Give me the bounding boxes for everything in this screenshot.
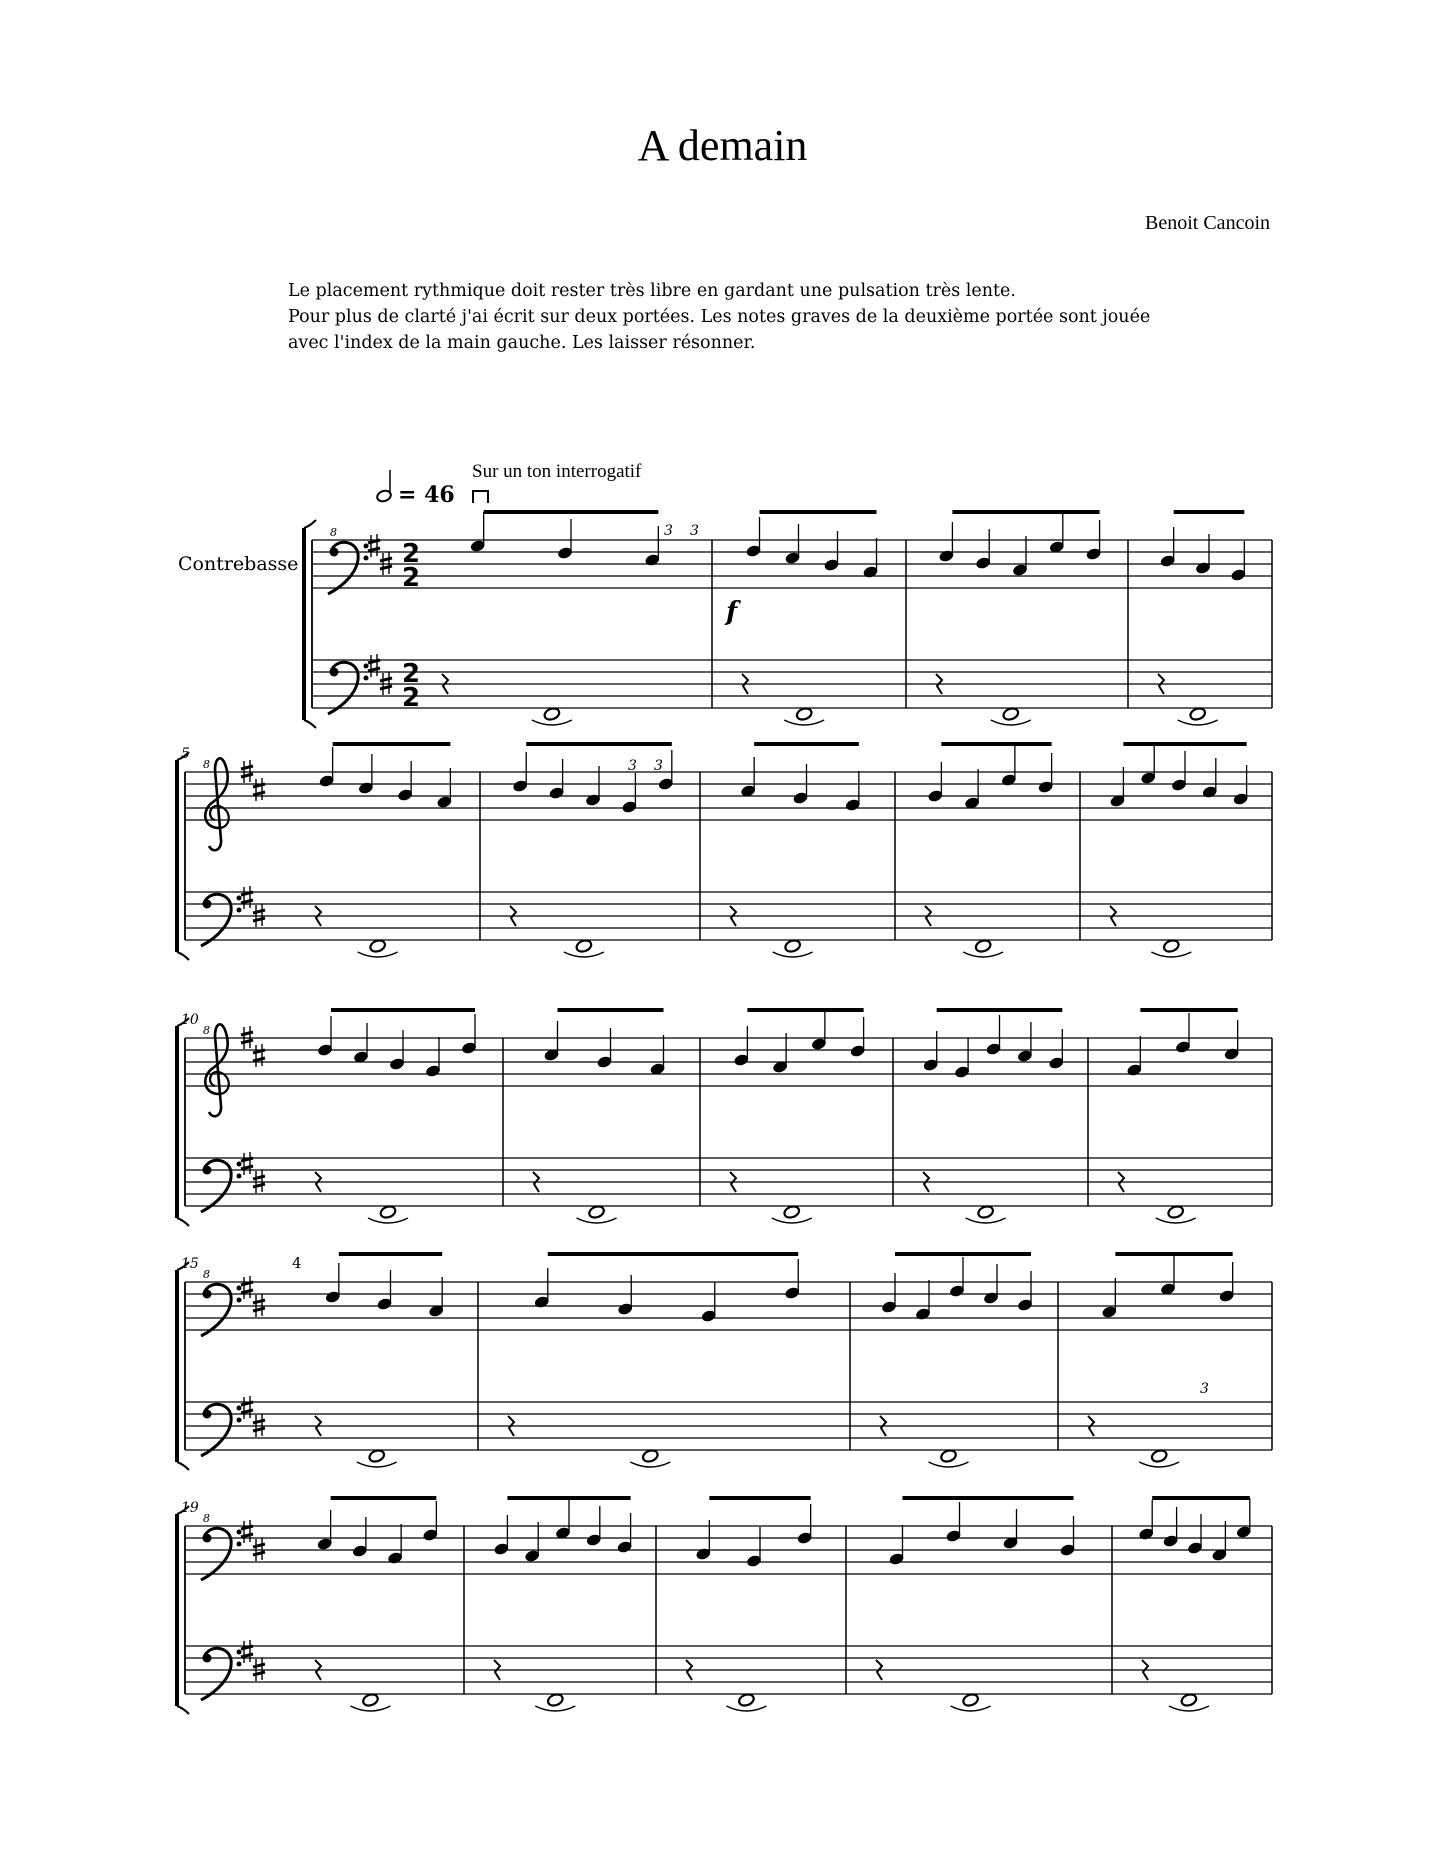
tempo-value: = 46	[398, 482, 455, 508]
tuplet-number: 3	[690, 523, 699, 539]
measure-number: 15	[181, 1256, 199, 1272]
tie	[966, 1218, 1006, 1223]
sharp-icon	[241, 1640, 253, 1663]
octave-mark: 8	[203, 1512, 210, 1525]
tempo-marking	[376, 470, 455, 508]
measure-number: 5	[181, 746, 190, 762]
bass-clef-icon	[201, 1648, 242, 1700]
staff	[185, 1512, 1272, 1580]
measure-number: 19	[181, 1500, 199, 1516]
composer-name: Benoit Cancoin	[1145, 212, 1270, 234]
performance-note-line: avec l'index de la main gauche. Les laisser résonner.	[288, 333, 756, 353]
note-head	[1189, 707, 1207, 722]
tie	[368, 1218, 408, 1223]
sharp-icon	[253, 1044, 265, 1067]
tie	[784, 720, 824, 725]
staff	[185, 1024, 1272, 1116]
staff	[185, 1640, 1272, 1700]
note-head	[368, 1449, 386, 1464]
sharp-icon	[253, 778, 265, 801]
sharp-icon	[241, 1396, 253, 1419]
bass-clef-icon	[201, 894, 242, 946]
bass-clef-icon	[201, 1528, 242, 1580]
down-bow-icon	[473, 491, 488, 503]
bracket-hook	[177, 1218, 189, 1226]
bracket-hook	[177, 952, 189, 960]
sharp-icon	[368, 654, 380, 677]
octave-mark: 8	[203, 758, 210, 771]
tuplet-number: 3	[664, 523, 673, 539]
octave-mark: 8	[330, 526, 337, 539]
note-head	[379, 1205, 397, 1220]
tie	[991, 720, 1031, 725]
note-head	[641, 1449, 659, 1464]
bass-clef-icon	[328, 542, 369, 594]
system	[177, 1254, 1272, 1470]
bass-clef-icon	[328, 662, 369, 714]
time-signature-top: 2	[402, 659, 421, 689]
bass-clef-icon	[201, 1284, 242, 1336]
tie	[772, 1218, 812, 1223]
note-head	[1180, 1693, 1198, 1708]
system	[177, 1498, 1272, 1714]
note-head	[784, 939, 802, 954]
note-head	[1167, 1205, 1185, 1220]
tie	[773, 952, 813, 957]
note-head	[546, 1693, 564, 1708]
tuplet-number: 3	[654, 758, 663, 774]
bracket-hook	[177, 1706, 189, 1714]
note-head	[362, 1693, 380, 1708]
instrument-label: Contrebasse	[178, 553, 299, 575]
tie	[1169, 1706, 1209, 1711]
staff	[185, 1268, 1272, 1336]
time-signature-bottom: 2	[402, 683, 421, 713]
performance-note-line: Pour plus de clarté j'ai écrit sur deux portées. Les notes graves de la deuxième portée sont jouée	[288, 307, 1151, 327]
tie	[350, 1706, 390, 1711]
tie	[358, 952, 398, 957]
staff	[312, 654, 1272, 714]
tie	[929, 1462, 969, 1467]
bracket-hook	[304, 720, 316, 728]
tie	[963, 952, 1003, 957]
note-head	[369, 939, 387, 954]
tie	[564, 952, 604, 957]
note-head	[795, 707, 813, 722]
tie	[951, 1706, 991, 1711]
system	[177, 1010, 1272, 1226]
octave-mark: 8	[203, 1268, 210, 1281]
bass-clef-icon	[201, 1404, 242, 1456]
staff	[185, 758, 1272, 850]
bracket-hook	[177, 1462, 189, 1470]
staff	[185, 1396, 1272, 1456]
note-head	[974, 939, 992, 954]
tuplet-number: 3	[1200, 1381, 1209, 1397]
dynamic-marking: f	[726, 597, 738, 627]
tie	[1178, 720, 1218, 725]
sharp-icon	[368, 534, 380, 557]
time-signature-top: 2	[402, 539, 421, 569]
note-head	[543, 707, 561, 722]
tie	[577, 1218, 617, 1223]
note-head	[783, 1205, 801, 1220]
sharp-icon	[241, 886, 253, 909]
note-head	[1162, 939, 1180, 954]
note-head	[738, 1693, 756, 1708]
sharp-icon	[241, 1152, 253, 1175]
note-head	[575, 939, 593, 954]
note-head	[962, 1693, 980, 1708]
sharp-icon	[241, 1520, 253, 1543]
tie	[357, 1462, 397, 1467]
tie	[1139, 1462, 1179, 1467]
performance-note-line: Le placement rythmique doit rester très libre en gardant une pulsation très lente.	[288, 281, 1016, 301]
system	[177, 744, 1272, 960]
tie	[726, 1706, 766, 1711]
tuplet-number: 3	[628, 758, 637, 774]
fingering: 4	[292, 1254, 302, 1272]
system	[304, 512, 1272, 728]
tie	[1156, 1218, 1196, 1223]
tie	[630, 1462, 670, 1467]
measure-number: 10	[181, 1012, 199, 1028]
note-head	[588, 1205, 606, 1220]
tie	[1151, 952, 1191, 957]
note-head	[1002, 707, 1020, 722]
expression-text: Sur un ton interrogatif	[472, 461, 642, 482]
tie	[532, 720, 572, 725]
bass-clef-icon	[201, 1160, 242, 1212]
score-title: A demain	[637, 121, 808, 170]
tie	[535, 1706, 575, 1711]
octave-mark: 8	[203, 1024, 210, 1037]
note-head	[977, 1205, 995, 1220]
time-signature-bottom: 2	[402, 563, 421, 593]
sharp-icon	[241, 1276, 253, 1299]
note-head	[1150, 1449, 1168, 1464]
bracket-hook	[304, 520, 316, 528]
staff	[185, 886, 1272, 946]
note-head	[940, 1449, 958, 1464]
staff	[185, 1152, 1272, 1212]
